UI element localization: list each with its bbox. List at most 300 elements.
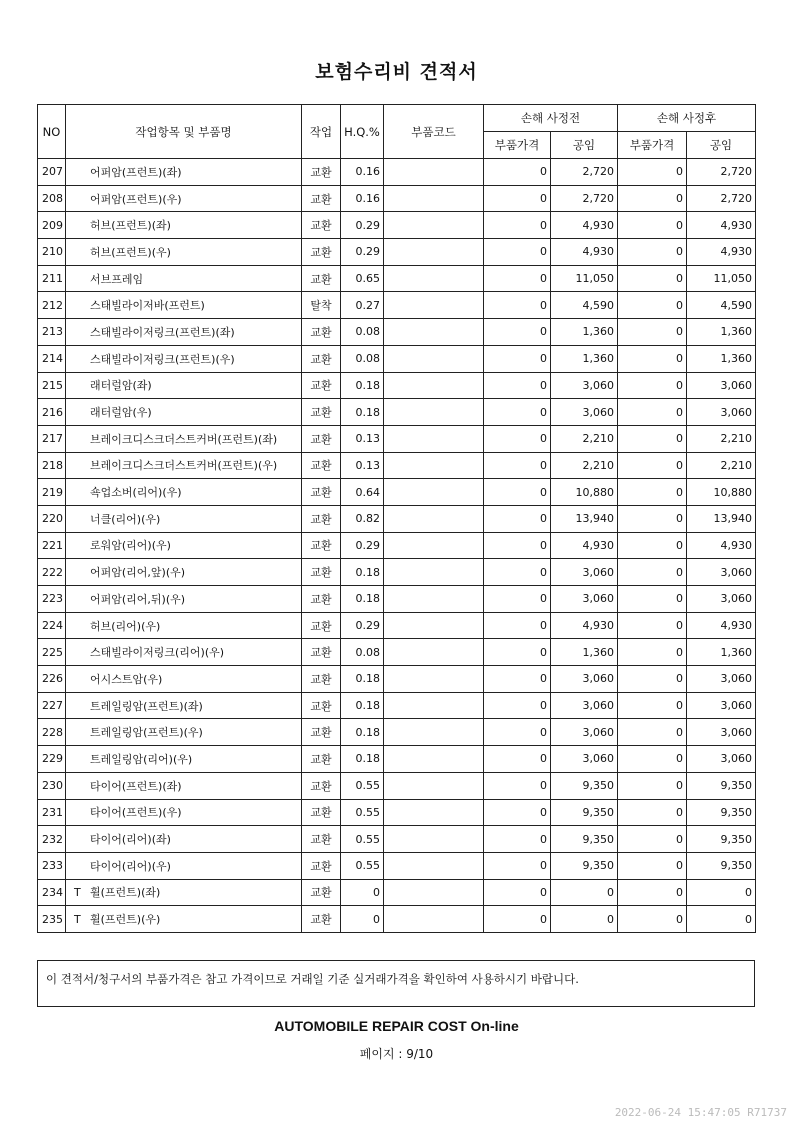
table-row — [38, 692, 756, 719]
row-before-part-price: 0 — [484, 719, 551, 746]
row-work: 교환 — [302, 586, 341, 613]
row-item-label: 어퍼암(프런트)(우) — [90, 192, 182, 206]
row-work: 교환 — [302, 505, 341, 532]
row-no: 222 — [38, 559, 66, 586]
row-item-name — [66, 639, 302, 666]
row-before-part-price: 0 — [484, 799, 551, 826]
row-part-code — [384, 826, 484, 853]
row-before-labor: 3,060 — [551, 586, 618, 613]
table-row — [38, 319, 756, 346]
row-after-labor: 4,930 — [687, 612, 756, 639]
row-item-label: 스태빌라이저바(프런트) — [90, 299, 205, 313]
header-no: NO — [38, 105, 66, 159]
row-item-label: 트레일링암(리어)(우) — [90, 752, 193, 766]
row-part-code — [384, 399, 484, 426]
row-item-name — [66, 399, 302, 426]
row-work: 교환 — [302, 212, 341, 239]
row-mark: T — [74, 913, 81, 927]
row-part-code — [384, 212, 484, 239]
table-row — [38, 292, 756, 319]
row-item-name — [66, 852, 302, 879]
row-after-labor: 4,930 — [687, 212, 756, 239]
row-hq: 0.29 — [341, 212, 384, 239]
row-before-labor: 9,350 — [551, 852, 618, 879]
row-part-code — [384, 505, 484, 532]
row-after-labor: 0 — [687, 879, 756, 906]
row-before-labor: 9,350 — [551, 826, 618, 853]
row-after-labor: 9,350 — [687, 826, 756, 853]
row-after-labor: 2,720 — [687, 185, 756, 212]
row-hq: 0.18 — [341, 399, 384, 426]
table-row — [38, 852, 756, 879]
row-before-part-price: 0 — [484, 372, 551, 399]
row-item-name — [66, 372, 302, 399]
row-hq: 0.18 — [341, 372, 384, 399]
row-before-part-price: 0 — [484, 852, 551, 879]
row-before-part-price: 0 — [484, 586, 551, 613]
row-hq: 0 — [341, 879, 384, 906]
row-after-part-price: 0 — [618, 452, 687, 479]
row-before-labor: 3,060 — [551, 372, 618, 399]
row-no: 226 — [38, 666, 66, 693]
row-before-labor: 2,210 — [551, 425, 618, 452]
row-hq: 0.82 — [341, 505, 384, 532]
row-hq: 0.18 — [341, 666, 384, 693]
row-after-part-price: 0 — [618, 239, 687, 266]
row-part-code — [384, 586, 484, 613]
row-no: 235 — [38, 906, 66, 933]
row-no: 223 — [38, 586, 66, 613]
table-row — [38, 746, 756, 773]
table-row — [38, 719, 756, 746]
row-no: 213 — [38, 319, 66, 346]
row-item-name — [66, 212, 302, 239]
row-no: 225 — [38, 639, 66, 666]
row-hq: 0.08 — [341, 319, 384, 346]
row-hq: 0.16 — [341, 185, 384, 212]
row-item-label: 타이어(리어)(좌) — [90, 833, 171, 847]
footer-title: AUTOMOBILE REPAIR COST On-line — [274, 1018, 519, 1034]
row-before-part-price: 0 — [484, 212, 551, 239]
row-hq: 0.18 — [341, 719, 384, 746]
table-row — [38, 425, 756, 452]
row-after-part-price: 0 — [618, 799, 687, 826]
row-item-name — [66, 826, 302, 853]
row-item-label: 스태빌라이저링크(프런트)(좌) — [90, 325, 235, 339]
row-work: 탈착 — [302, 292, 341, 319]
row-part-code — [384, 532, 484, 559]
row-part-code — [384, 319, 484, 346]
table-row — [38, 666, 756, 693]
row-work: 교환 — [302, 319, 341, 346]
row-part-code — [384, 746, 484, 773]
table-row — [38, 345, 756, 372]
table-row — [38, 799, 756, 826]
row-item-name — [66, 319, 302, 346]
row-item-label: 타이어(리어)(우) — [90, 859, 171, 873]
row-before-labor: 3,060 — [551, 719, 618, 746]
row-work: 교환 — [302, 719, 341, 746]
row-before-part-price: 0 — [484, 319, 551, 346]
row-item-name — [66, 799, 302, 826]
row-item-label: 어퍼암(리어,뒤)(우) — [90, 592, 186, 606]
row-after-labor: 3,060 — [687, 692, 756, 719]
row-work: 교환 — [302, 799, 341, 826]
row-before-labor: 1,360 — [551, 319, 618, 346]
row-before-part-price: 0 — [484, 639, 551, 666]
row-work: 교환 — [302, 239, 341, 266]
table-row — [38, 239, 756, 266]
row-item-name — [66, 612, 302, 639]
row-after-labor: 3,060 — [687, 372, 756, 399]
row-before-part-price: 0 — [484, 692, 551, 719]
row-after-part-price: 0 — [618, 772, 687, 799]
row-work: 교환 — [302, 265, 341, 292]
row-item-label: 래터럴암(좌) — [90, 379, 152, 393]
table-row — [38, 879, 756, 906]
row-work: 교환 — [302, 772, 341, 799]
row-part-code — [384, 425, 484, 452]
row-no: 209 — [38, 212, 66, 239]
row-work: 교환 — [302, 159, 341, 186]
row-no: 212 — [38, 292, 66, 319]
row-before-part-price: 0 — [484, 159, 551, 186]
row-item-label: 브레이크디스크더스트커버(프런트)(좌) — [90, 432, 278, 446]
row-before-part-price: 0 — [484, 906, 551, 933]
row-after-labor: 1,360 — [687, 319, 756, 346]
row-after-part-price: 0 — [618, 345, 687, 372]
header-after-adjust: 손해 사정후 — [618, 105, 756, 132]
table-row — [38, 532, 756, 559]
row-item-name — [66, 879, 302, 906]
row-no: 228 — [38, 719, 66, 746]
row-item-label: 래터럴암(우) — [90, 406, 152, 420]
print-timestamp: 2022-06-24 15:47:05 R71737 — [614, 1106, 787, 1119]
table-row — [38, 505, 756, 532]
header-work: 작업 — [302, 105, 341, 159]
row-no: 233 — [38, 852, 66, 879]
row-before-part-price: 0 — [484, 345, 551, 372]
row-item-label: 트레일링암(프런트)(우) — [90, 726, 203, 740]
row-item-name — [66, 505, 302, 532]
estimate-table — [37, 104, 756, 933]
row-item-label: 허브(리어)(우) — [90, 619, 161, 633]
row-after-labor: 9,350 — [687, 852, 756, 879]
row-item-name — [66, 532, 302, 559]
row-hq: 0.55 — [341, 799, 384, 826]
row-before-part-price: 0 — [484, 292, 551, 319]
row-before-labor: 1,360 — [551, 345, 618, 372]
row-before-part-price: 0 — [484, 559, 551, 586]
row-before-part-price: 0 — [484, 399, 551, 426]
row-after-part-price: 0 — [618, 746, 687, 773]
row-item-name — [66, 452, 302, 479]
row-work: 교환 — [302, 639, 341, 666]
row-hq: 0.55 — [341, 826, 384, 853]
row-after-labor: 2,720 — [687, 159, 756, 186]
row-item-label: 허브(프런트)(우) — [90, 245, 171, 259]
row-part-code — [384, 719, 484, 746]
row-item-name — [66, 479, 302, 506]
row-part-code — [384, 852, 484, 879]
row-work: 교환 — [302, 559, 341, 586]
row-hq: 0.08 — [341, 345, 384, 372]
row-before-part-price: 0 — [484, 666, 551, 693]
table-row — [38, 586, 756, 613]
row-before-labor: 3,060 — [551, 746, 618, 773]
row-before-labor: 9,350 — [551, 799, 618, 826]
row-after-part-price: 0 — [618, 425, 687, 452]
row-item-name — [66, 292, 302, 319]
row-work: 교환 — [302, 345, 341, 372]
row-no: 229 — [38, 746, 66, 773]
row-item-name — [66, 159, 302, 186]
row-part-code — [384, 559, 484, 586]
header-after-part-price: 부품가격 — [618, 132, 687, 159]
row-hq: 0.29 — [341, 612, 384, 639]
row-after-part-price: 0 — [618, 372, 687, 399]
row-after-labor: 2,210 — [687, 425, 756, 452]
row-item-name — [66, 559, 302, 586]
row-item-label: 휠(프런트)(좌) — [90, 886, 161, 900]
row-after-part-price: 0 — [618, 399, 687, 426]
row-before-labor: 4,930 — [551, 239, 618, 266]
row-after-part-price: 0 — [618, 612, 687, 639]
row-item-name — [66, 906, 302, 933]
table-row — [38, 399, 756, 426]
header-hq: H.Q.% — [341, 105, 384, 159]
row-part-code — [384, 292, 484, 319]
row-hq: 0.55 — [341, 772, 384, 799]
row-hq: 0.29 — [341, 239, 384, 266]
row-work: 교환 — [302, 906, 341, 933]
row-before-part-price: 0 — [484, 425, 551, 452]
table-row — [38, 159, 756, 186]
page-number: 페이지 : 9/10 — [359, 1047, 434, 1061]
table-row — [38, 185, 756, 212]
row-no: 217 — [38, 425, 66, 452]
table-row — [38, 452, 756, 479]
row-work: 교환 — [302, 399, 341, 426]
row-after-part-price: 0 — [618, 319, 687, 346]
row-before-labor: 3,060 — [551, 666, 618, 693]
table-row — [38, 612, 756, 639]
row-part-code — [384, 612, 484, 639]
row-after-labor: 3,060 — [687, 586, 756, 613]
row-before-part-price: 0 — [484, 265, 551, 292]
row-after-part-price: 0 — [618, 666, 687, 693]
row-item-label: 서브프레임 — [90, 272, 144, 286]
row-no: 232 — [38, 826, 66, 853]
row-no: 231 — [38, 799, 66, 826]
row-item-name — [66, 265, 302, 292]
row-after-part-price: 0 — [618, 265, 687, 292]
row-no: 207 — [38, 159, 66, 186]
row-hq: 0 — [341, 906, 384, 933]
row-after-labor: 3,060 — [687, 719, 756, 746]
row-item-name — [66, 586, 302, 613]
row-part-code — [384, 906, 484, 933]
row-before-part-price: 0 — [484, 879, 551, 906]
row-before-labor: 2,720 — [551, 159, 618, 186]
row-item-label: 로워암(리어)(우) — [90, 539, 171, 553]
row-after-part-price: 0 — [618, 159, 687, 186]
row-hq: 0.18 — [341, 746, 384, 773]
notice-text: 이 견적서/청구서의 부품가격은 참고 가격이므로 거래일 기준 실거래가격을 확인하여 사용하시기 바랍니다. — [46, 972, 579, 986]
row-hq: 0.18 — [341, 559, 384, 586]
row-after-labor: 4,930 — [687, 532, 756, 559]
row-item-label: 브레이크디스크더스트커버(프런트)(우) — [90, 459, 278, 473]
row-before-part-price: 0 — [484, 452, 551, 479]
row-part-code — [384, 772, 484, 799]
row-after-part-price: 0 — [618, 532, 687, 559]
row-after-labor: 1,360 — [687, 639, 756, 666]
row-work: 교환 — [302, 692, 341, 719]
row-after-labor: 0 — [687, 906, 756, 933]
row-item-name — [66, 425, 302, 452]
row-before-labor: 3,060 — [551, 559, 618, 586]
row-hq: 0.18 — [341, 692, 384, 719]
table-row — [38, 265, 756, 292]
row-before-labor: 3,060 — [551, 692, 618, 719]
row-no: 234 — [38, 879, 66, 906]
row-after-part-price: 0 — [618, 586, 687, 613]
row-part-code — [384, 799, 484, 826]
row-part-code — [384, 372, 484, 399]
row-after-labor: 3,060 — [687, 666, 756, 693]
row-after-part-price: 0 — [618, 826, 687, 853]
row-before-labor: 4,930 — [551, 612, 618, 639]
row-work: 교환 — [302, 425, 341, 452]
row-work: 교환 — [302, 879, 341, 906]
row-work: 교환 — [302, 532, 341, 559]
header-before-adjust: 손해 사정전 — [484, 105, 618, 132]
row-work: 교환 — [302, 746, 341, 773]
row-work: 교환 — [302, 666, 341, 693]
row-item-label: 트레일링암(프런트)(좌) — [90, 699, 203, 713]
table-row — [38, 826, 756, 853]
row-hq: 0.13 — [341, 452, 384, 479]
row-hq: 0.29 — [341, 532, 384, 559]
row-work: 교환 — [302, 852, 341, 879]
row-hq: 0.65 — [341, 265, 384, 292]
row-no: 221 — [38, 532, 66, 559]
row-part-code — [384, 345, 484, 372]
row-before-labor: 0 — [551, 906, 618, 933]
row-item-label: 타이어(프런트)(우) — [90, 806, 182, 820]
row-no: 220 — [38, 505, 66, 532]
header-after-labor: 공임 — [687, 132, 756, 159]
row-before-labor: 4,930 — [551, 212, 618, 239]
row-part-code — [384, 666, 484, 693]
row-work: 교환 — [302, 826, 341, 853]
row-hq: 0.27 — [341, 292, 384, 319]
row-item-label: 어퍼암(리어,앞)(우) — [90, 566, 186, 580]
row-after-labor: 4,930 — [687, 239, 756, 266]
row-after-part-price: 0 — [618, 292, 687, 319]
row-after-labor: 2,210 — [687, 452, 756, 479]
row-after-part-price: 0 — [618, 479, 687, 506]
row-before-labor: 1,360 — [551, 639, 618, 666]
row-item-name — [66, 746, 302, 773]
row-no: 224 — [38, 612, 66, 639]
row-no: 211 — [38, 265, 66, 292]
row-mark: T — [74, 886, 81, 900]
row-after-labor: 13,940 — [687, 505, 756, 532]
row-before-part-price: 0 — [484, 185, 551, 212]
row-item-name — [66, 345, 302, 372]
row-part-code — [384, 239, 484, 266]
row-hq: 0.64 — [341, 479, 384, 506]
row-after-labor: 9,350 — [687, 799, 756, 826]
row-before-part-price: 0 — [484, 239, 551, 266]
row-after-labor: 9,350 — [687, 772, 756, 799]
row-item-name — [66, 666, 302, 693]
row-item-name — [66, 772, 302, 799]
row-item-name — [66, 692, 302, 719]
row-after-labor: 11,050 — [687, 265, 756, 292]
row-no: 219 — [38, 479, 66, 506]
row-before-labor: 13,940 — [551, 505, 618, 532]
row-before-labor: 4,930 — [551, 532, 618, 559]
table-row — [38, 212, 756, 239]
row-item-name — [66, 719, 302, 746]
row-after-part-price: 0 — [618, 559, 687, 586]
row-after-part-price: 0 — [618, 719, 687, 746]
row-work: 교환 — [302, 612, 341, 639]
row-after-part-price: 0 — [618, 692, 687, 719]
row-hq: 0.13 — [341, 425, 384, 452]
row-no: 216 — [38, 399, 66, 426]
row-hq: 0.16 — [341, 159, 384, 186]
table-row — [38, 906, 756, 933]
row-before-part-price: 0 — [484, 772, 551, 799]
row-work: 교환 — [302, 479, 341, 506]
row-part-code — [384, 265, 484, 292]
row-hq: 0.08 — [341, 639, 384, 666]
row-item-name — [66, 239, 302, 266]
row-item-name — [66, 185, 302, 212]
row-part-code — [384, 185, 484, 212]
row-after-part-price: 0 — [618, 505, 687, 532]
header-item: 작업항목 및 부품명 — [66, 105, 302, 159]
header-code: 부품코드 — [384, 105, 484, 159]
row-item-label: 휠(프런트)(우) — [90, 913, 161, 927]
row-after-labor: 3,060 — [687, 559, 756, 586]
row-before-labor: 0 — [551, 879, 618, 906]
row-no: 210 — [38, 239, 66, 266]
row-work: 교환 — [302, 452, 341, 479]
row-before-labor: 2,720 — [551, 185, 618, 212]
row-item-label: 너클(리어)(우) — [90, 512, 161, 526]
row-after-part-price: 0 — [618, 212, 687, 239]
row-after-labor: 1,360 — [687, 345, 756, 372]
row-part-code — [384, 479, 484, 506]
row-before-part-price: 0 — [484, 505, 551, 532]
header-before-part-price: 부품가격 — [484, 132, 551, 159]
row-part-code — [384, 452, 484, 479]
row-before-part-price: 0 — [484, 479, 551, 506]
header-before-labor: 공임 — [551, 132, 618, 159]
row-after-part-price: 0 — [618, 879, 687, 906]
row-part-code — [384, 692, 484, 719]
row-after-part-price: 0 — [618, 852, 687, 879]
row-after-labor: 10,880 — [687, 479, 756, 506]
row-after-labor: 4,590 — [687, 292, 756, 319]
row-hq: 0.55 — [341, 852, 384, 879]
row-after-part-price: 0 — [618, 185, 687, 212]
row-after-part-price: 0 — [618, 906, 687, 933]
